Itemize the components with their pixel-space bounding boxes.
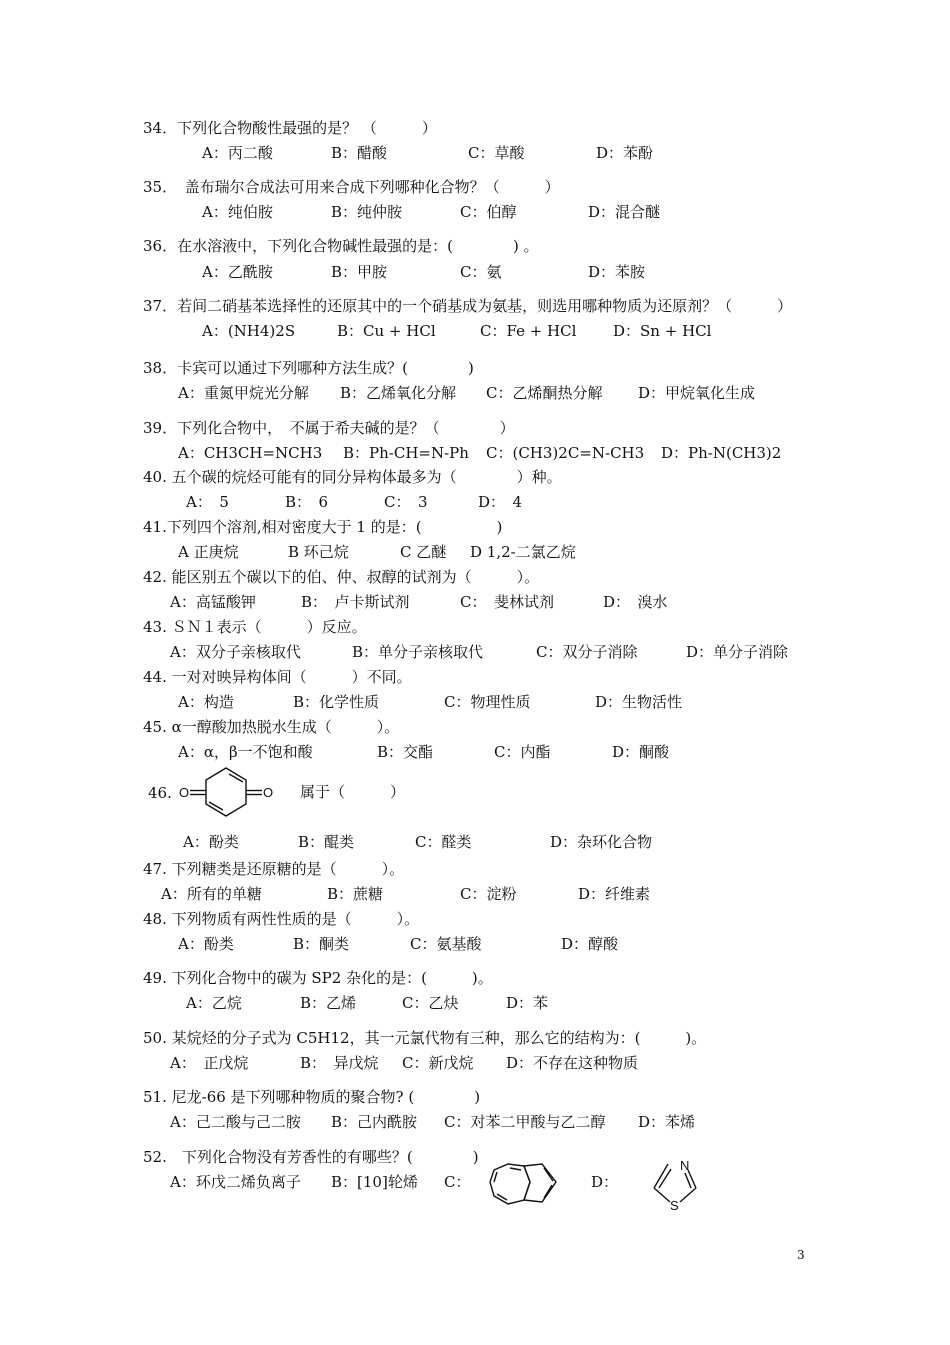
q37-option-c: C：Fe + HCl <box>480 322 577 340</box>
q45-option-c: C：内酯 <box>494 743 551 761</box>
q47-option-a: A：所有的单糖 <box>161 885 262 903</box>
q44-option-b: B：化学性质 <box>293 693 380 711</box>
azulene-structure <box>486 1160 562 1208</box>
question-36-stem: 36．在水溶液中，下列化合物碱性最强的是：( ) 。 <box>143 237 539 255</box>
q36-option-a: A：乙酰胺 <box>202 263 273 281</box>
q40-option-c: C： 3 <box>384 493 428 511</box>
q34-option-b: B：醋酸 <box>331 144 388 162</box>
q46-option-c: C：醛类 <box>415 833 472 851</box>
q35-option-c: C：伯醇 <box>460 203 517 221</box>
q41-option-b: B 环己烷 <box>288 543 349 561</box>
q47-option-b: B：蔗糖 <box>327 885 384 903</box>
quinone-oxygen-right: O <box>263 785 274 800</box>
q48-option-d: D：醇酸 <box>561 935 619 953</box>
question-46-stem: 属于（ ） <box>300 783 406 801</box>
q51-option-b: B：己内酰胺 <box>331 1113 418 1131</box>
q40-option-a: A： 5 <box>186 493 229 511</box>
q51-option-a: A：己二酸与己二胺 <box>170 1113 301 1131</box>
q50-option-d: D：不存在这种物质 <box>506 1054 639 1072</box>
q46-option-d: D：杂环化合物 <box>550 833 653 851</box>
q38-option-c: C：乙烯酮热分解 <box>486 384 603 402</box>
q41-option-c: C 乙醚 <box>400 543 447 561</box>
q39-option-b: B：Ph-CH=N-Ph <box>343 444 469 462</box>
q38-option-a: A：重氮甲烷光分解 <box>178 384 309 402</box>
q41-option-a: A 正庚烷 <box>178 543 239 561</box>
q40-option-d: D： 4 <box>478 493 523 511</box>
page-number: 3 <box>797 1248 805 1262</box>
q38-option-b: B：乙烯氧化分解 <box>340 384 457 402</box>
question-43-stem: 43. ＳＮ１表示（ ）反应。 <box>143 618 367 636</box>
question-39-stem: 39．下列化合物中， 不属于希夫碱的是？（ ） <box>143 419 515 437</box>
q47-option-d: D：纤维素 <box>578 885 651 903</box>
q45-option-b: B：交酯 <box>377 743 434 761</box>
q39-option-c: C：(CH3)2C=N-CH3 <box>486 444 645 462</box>
q34-option-a: A：丙二酸 <box>202 144 273 162</box>
q49-option-b: B：乙烯 <box>300 994 357 1012</box>
question-45-stem: 45. α一醇酸加热脱水生成（ ）。 <box>143 718 400 736</box>
q39-option-d: D：Ph-N(CH3)2 <box>661 444 782 462</box>
question-41-stem: 41.下列四个溶剂,相对密度大于 1 的是：( ) <box>143 518 503 536</box>
thiazole-sulfur: S <box>670 1198 679 1213</box>
q42-option-d: D： 溴水 <box>603 593 668 611</box>
q52-option-d: D： <box>591 1173 619 1191</box>
question-34-stem: 34．下列化合物酸性最强的是？ （ ） <box>143 119 437 137</box>
q43-option-a: A：双分子亲核取代 <box>170 643 301 661</box>
q51-option-d: D：苯烯 <box>638 1113 696 1131</box>
q36-option-d: D：苯胺 <box>588 263 646 281</box>
q46-option-a: A：酚类 <box>183 833 239 851</box>
q43-option-d: D：单分子消除 <box>686 643 789 661</box>
thiazole-structure <box>644 1152 708 1214</box>
q36-option-c: C：氨 <box>460 263 502 281</box>
thiazole-nitrogen: N <box>680 1158 690 1173</box>
q52-option-a: A：环戊二烯负离子 <box>170 1173 301 1191</box>
question-47-stem: 47. 下列糖类是还原糖的是（ ）。 <box>143 860 405 878</box>
question-44-stem: 44. 一对对映异构体间（ ）不同。 <box>143 668 412 686</box>
q46-option-b: B：醌类 <box>298 833 355 851</box>
question-48-stem: 48. 下列物质有两性性质的是（ ）。 <box>143 910 420 928</box>
q45-option-d: D：酮酸 <box>612 743 670 761</box>
q39-option-a: A：CH3CH=NCH3 <box>178 444 323 462</box>
q45-option-a: A：α，β一不饱和酸 <box>178 743 313 761</box>
question-38-stem: 38．卡宾可以通过下列哪种方法生成？( ) <box>143 359 474 377</box>
question-51-stem: 51. 尼龙-66 是下列哪种物质的聚合物? ( ) <box>143 1088 481 1106</box>
question-40-stem: 40. 五个碳的烷烃可能有的同分异构体最多为（ ）种。 <box>143 468 562 486</box>
q37-option-a: A：(NH4)2S <box>202 322 296 340</box>
q48-option-c: C：氨基酸 <box>410 935 482 953</box>
q44-option-d: D：生物活性 <box>595 693 683 711</box>
q34-option-c: C：草酸 <box>468 144 525 162</box>
q37-option-d: D：Sn + HCl <box>613 322 712 340</box>
q49-option-d: D：苯 <box>506 994 549 1012</box>
question-46-number: 46. <box>148 784 172 802</box>
q51-option-c: C：对苯二甲酸与乙二醇 <box>444 1113 606 1131</box>
q43-option-b: B：单分子亲核取代 <box>352 643 484 661</box>
q35-option-d: D：混合醚 <box>588 203 661 221</box>
q42-option-b: B： 卢卡斯试剂 <box>301 593 410 611</box>
q37-option-b: B：Cu + HCl <box>337 322 436 340</box>
question-52-stem: 52. 下列化合物没有芳香性的有哪些？( ) <box>143 1148 479 1166</box>
q48-option-a: A：酚类 <box>178 935 234 953</box>
q50-option-c: C：新戊烷 <box>402 1054 474 1072</box>
q52-option-c: C： <box>444 1173 471 1191</box>
q35-option-b: B：纯仲胺 <box>331 203 403 221</box>
question-49-stem: 49. 下列化合物中的碳为 SP2 杂化的是：( )。 <box>143 969 493 987</box>
q43-option-c: C：双分子消除 <box>536 643 638 661</box>
q50-option-a: A： 正戊烷 <box>170 1054 249 1072</box>
question-35-stem: 35． 盖布瑞尔合成法可用来合成下列哪种化合物？（ ） <box>143 178 560 196</box>
q42-option-a: A：高锰酸钾 <box>170 593 256 611</box>
q40-option-b: B： 6 <box>285 493 329 511</box>
q48-option-b: B：酮类 <box>293 935 350 953</box>
benzoquinone-structure <box>174 762 278 822</box>
question-37-stem: 37．若间二硝基苯选择性的还原其中的一个硝基成为氨基，则选用哪种物质为还原剂？（ ） <box>143 297 793 315</box>
q49-option-a: A：乙烷 <box>186 994 242 1012</box>
q36-option-b: B：甲胺 <box>331 263 388 281</box>
quinone-oxygen-left: O <box>179 785 190 800</box>
q41-option-d: D 1,2-二氯乙烷 <box>470 543 576 561</box>
q42-option-c: C： 斐林试剂 <box>460 593 554 611</box>
q44-option-a: A：构造 <box>178 693 234 711</box>
q44-option-c: C：物理性质 <box>444 693 531 711</box>
q49-option-c: C：乙炔 <box>402 994 459 1012</box>
q47-option-c: C：淀粉 <box>460 885 517 903</box>
q50-option-b: B： 异戊烷 <box>300 1054 379 1072</box>
q52-option-b: B：[10]轮烯 <box>331 1173 418 1191</box>
q34-option-d: D：苯酚 <box>596 144 654 162</box>
q35-option-a: A：纯伯胺 <box>202 203 273 221</box>
q38-option-d: D：甲烷氧化生成 <box>638 384 756 402</box>
question-50-stem: 50. 某烷烃的分子式为 C5H12，其一元氯代物有三种，那么它的结构为：( )。 <box>143 1029 707 1047</box>
question-42-stem: 42. 能区别五个碳以下的伯、仲、叔醇的试剂为（ ）。 <box>143 568 540 586</box>
